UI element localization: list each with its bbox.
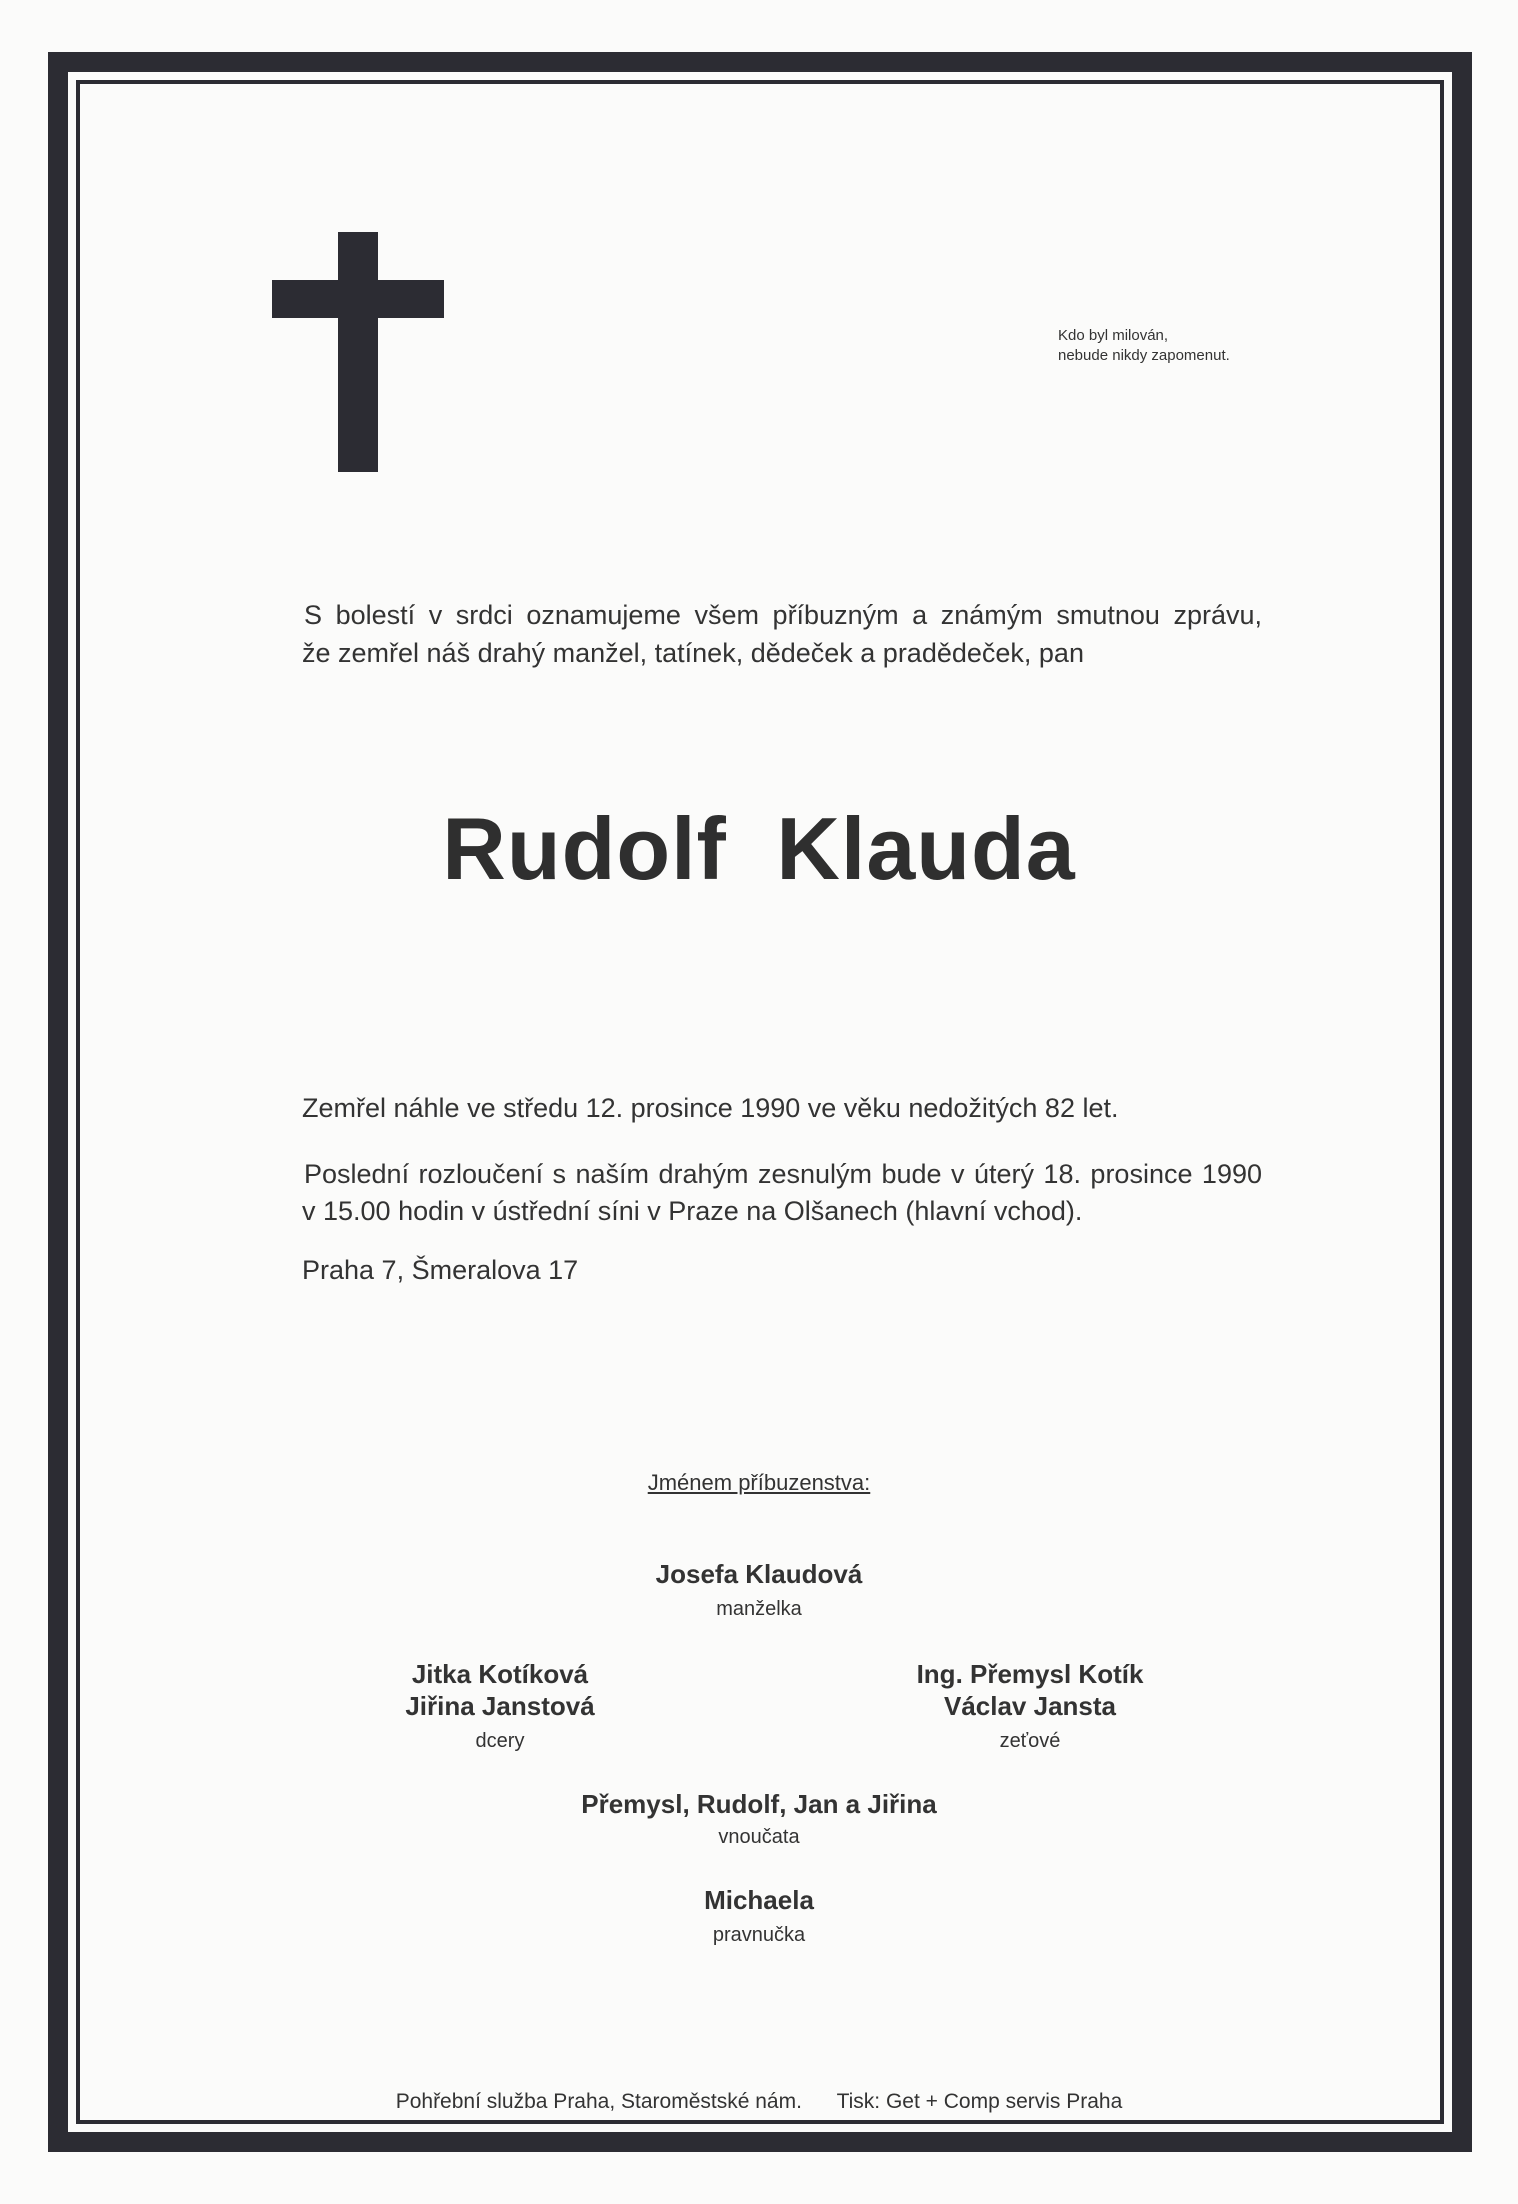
funeral-service-credit: Pohřební služba Praha, Staroměstské nám.: [395, 2090, 802, 2113]
grandchildren-role: vnoučata: [718, 1826, 800, 1848]
relatives-heading: Jménem příbuzenstva:: [647, 1470, 871, 1495]
intro-line-2: že zemřel náš drahý manžel, tatínek, dědeček a pradědeček, pan: [302, 638, 1084, 668]
cross-horizontal-bar: [272, 280, 444, 318]
farewell-line-1: Poslední rozloučení s naším drahým zesnulým bude v úterý 18. prosince 1990: [304, 1159, 1262, 1189]
grandchildren-names: Přemysl, Rudolf, Jan a Jiřina: [581, 1789, 937, 1819]
cross-vertical-bar: [338, 232, 378, 472]
printer-credit: Tisk: Get + Comp servis Praha: [836, 2090, 1123, 2113]
death-notice: Zemřel náhle ve středu 12. prosince 1990 ve věku nedožitých 82 let.: [302, 1093, 1119, 1123]
daughters-role: dcery: [475, 1730, 525, 1752]
announcement-intro: [302, 596, 1262, 672]
motto-line-1: Kdo byl milován,: [1058, 327, 1169, 344]
great-grandchild-name: Michaela: [704, 1885, 814, 1915]
address: Praha 7, Šmeralova 17: [302, 1255, 579, 1285]
wife-name: Josefa Klaudová: [655, 1559, 863, 1589]
son-in-law-name-2: Václav Jansta: [943, 1691, 1116, 1721]
daughter-name-1: Jitka Kotíková: [411, 1659, 589, 1689]
farewell-notice: [302, 1156, 1262, 1230]
motto-line-2: nebude nikdy zapomenut.: [1058, 347, 1230, 364]
footer: [0, 2090, 1518, 2114]
daughter-name-2: Jiřina Janstová: [405, 1691, 595, 1721]
great-grandchild-role: pravnučka: [712, 1924, 806, 1946]
sons-in-law-role: zeťové: [999, 1730, 1061, 1752]
son-in-law-name-1: Ing. Přemysl Kotík: [916, 1659, 1144, 1689]
intro-line-1: S bolestí v srdci oznamujeme všem příbuzným a známým smutnou zprávu,: [304, 600, 1262, 630]
wife-role: manželka: [716, 1598, 802, 1620]
farewell-line-2: v 15.00 hodin v ústřední síni v Praze na Olšanech (hlavní vchod).: [302, 1196, 1083, 1226]
deceased-name: Rudolf Klauda: [442, 799, 1076, 898]
motto: [1058, 326, 1230, 366]
